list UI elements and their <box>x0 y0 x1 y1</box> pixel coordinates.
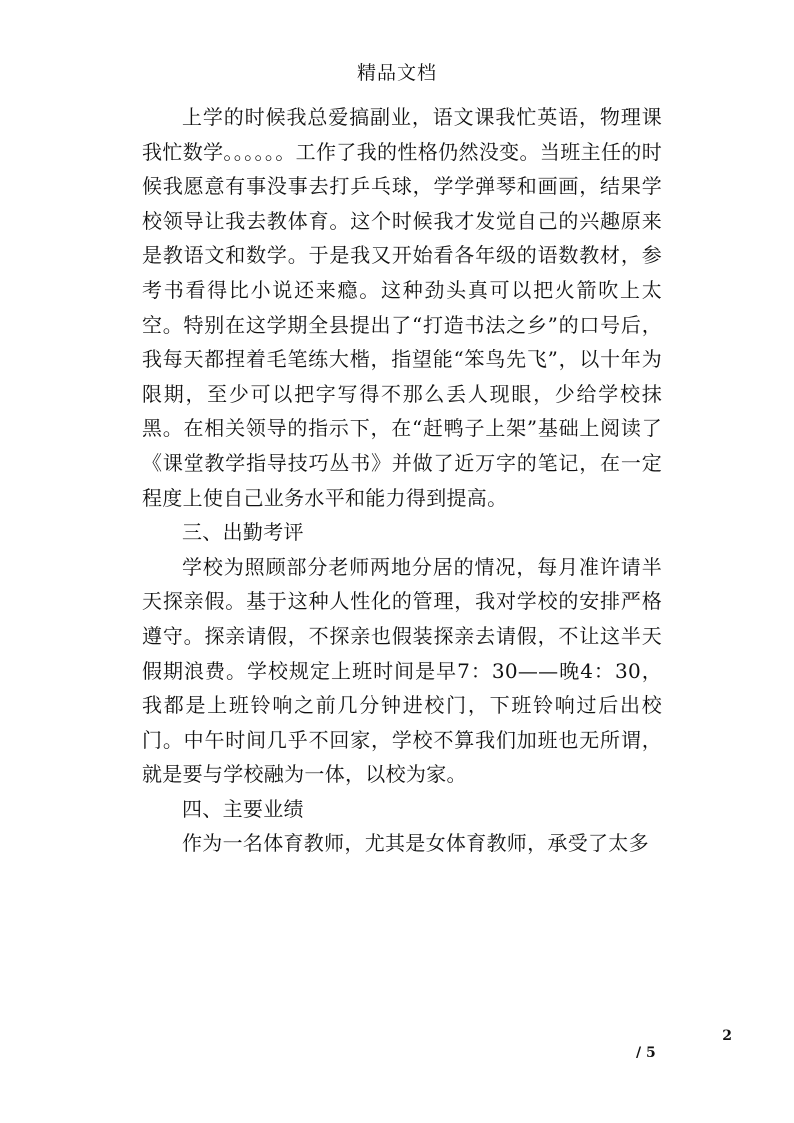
document-body <box>142 100 662 861</box>
paragraph-attendance: 学校为照顾部分老师两地分居的情况，每月准许请半天探亲假。基于这种人性化的管理，我对学校的安排严格遵守。探亲请假，不探亲也假装探亲去请假，不让这半天假期浪费。学校规定上班时间是早7：30——晚4：30，我都是上班铃响之前几分钟进校门，下班铃响过后出校门。中午时间几乎不回家，学校不算我们加班也无所谓，就是要与学校融为一体，以校为家。 <box>142 554 662 787</box>
page-header-title: 精品文档 <box>356 62 437 84</box>
paragraph-achievements: 作为一名体育教师，尤其是女体育教师，承受了太多 <box>182 831 649 856</box>
page-number: 2 <box>722 1028 732 1044</box>
total-pages: / 5 <box>636 1045 656 1061</box>
section-heading-achievements: 四、主要业绩 <box>182 796 304 821</box>
paragraph-hobbies: 上学的时候我总爱搞副业，语文课我忙英语，物理课我忙数学。。。。。。工作了我的性格仍然没变。当班主任的时候我愿意有事没事去打乒乓球，学学弹琴和画画，结果学校领导让我去教体育。这个时候我才发觉自己的兴趣原来是教语文和数学。于是我又开始看各年级的语数教材，参考书看得比小说还来瘾。这种劲头真可以把火箭吹上太空。特别在这学期全县提出了“打造书法之乡”的口号后，我每天都捏着毛笔练大楷，指望能“笨鸟先飞”，以十年为限期，至少可以把字写得不那么丢人现眼，少给学校抹黑。在相关领导的指示下，在“赶鸭子上架”基础上阅读了《课堂教学指导技巧丛书》并做了近万字的笔记，在一定程度上使自己业务水平和能力得到提高。 <box>142 105 662 510</box>
section-heading-attendance: 三、出勤考评 <box>182 520 304 545</box>
